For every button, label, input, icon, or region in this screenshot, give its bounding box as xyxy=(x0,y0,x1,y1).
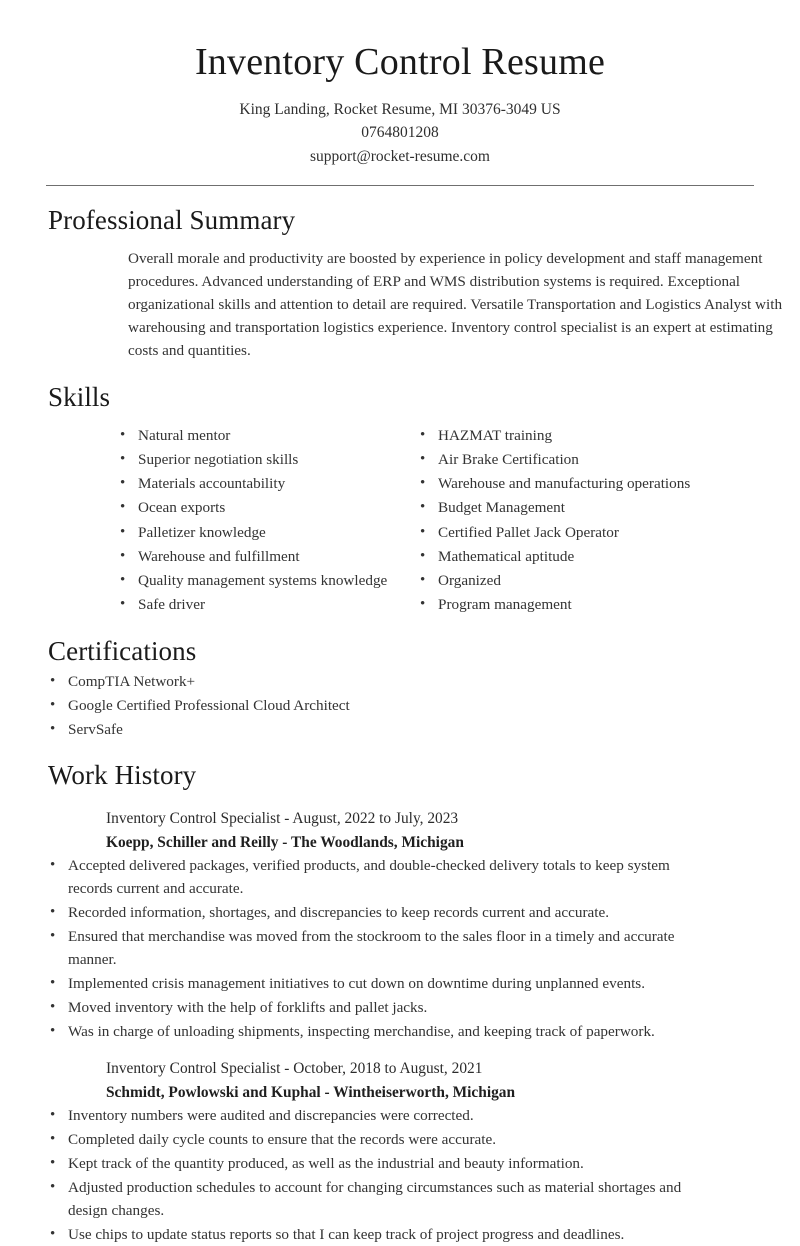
contact-address: King Landing, Rocket Resume, MI 30376-3049 US xyxy=(239,100,561,118)
list-item: • Palletizer knowledge xyxy=(116,521,400,544)
section-heading-work-history: Work History xyxy=(48,759,197,790)
contact-block xyxy=(46,98,754,169)
list-item: • Adjusted production schedules to account for changing circumstances such as material shortages and design changes. xyxy=(46,1176,714,1222)
skills-columns xyxy=(46,424,754,617)
job-title: Inventory Control Specialist - August, 2022 to July, 2023 xyxy=(106,810,459,828)
list-item: • Use chips to update status reports so that I can keep track of project progress and deadlines. xyxy=(46,1223,714,1246)
list-item: • Accepted delivered packages, verified products, and double-checked delivery totals to keep system records current and accurate. xyxy=(46,854,714,900)
list-item: • Air Brake Certification xyxy=(416,448,754,471)
work-history-entry xyxy=(46,807,754,1043)
list-item: • Certified Pallet Jack Operator xyxy=(416,521,754,544)
list-item: • HAZMAT training xyxy=(416,424,754,447)
certifications-list xyxy=(46,670,754,741)
skills-column-right xyxy=(400,424,754,617)
list-item: • Was in charge of unloading shipments, inspecting merchandise, and keeping track of paperwork. xyxy=(46,1020,714,1043)
list-item: • Warehouse and fulfillment xyxy=(116,545,400,568)
list-item: • Materials accountability xyxy=(116,472,400,495)
section-heading-certifications: Certifications xyxy=(48,635,197,666)
list-item: • Safe driver xyxy=(116,593,400,616)
list-item: • Program management xyxy=(416,593,754,616)
job-title: Inventory Control Specialist - October, 2018 to August, 2021 xyxy=(106,1060,483,1078)
list-item: • Superior negotiation skills xyxy=(116,448,400,471)
summary-paragraph: Overall morale and productivity are boosted by experience in policy development and staff management procedures. Advanced understanding of ERP and WMS distribution systems is required. Exceptional organizational skills and attention to detail are required. Versatile Transportation and Logistics Analyst with warehousing and transportation logistics experience. Inventory control specialist is an expert at estimating costs and quantities. xyxy=(128,250,783,360)
section-heading-skills: Skills xyxy=(48,381,111,412)
list-item: • Kept track of the quantity produced, as well as the industrial and beauty information. xyxy=(46,1152,714,1175)
list-item: • CompTIA Network+ xyxy=(46,670,754,693)
list-item: • Implemented crisis management initiatives to cut down on downtime during unplanned events. xyxy=(46,972,714,995)
list-item: • Moved inventory with the help of forklifts and pallet jacks. xyxy=(46,996,714,1019)
job-responsibilities-list xyxy=(46,854,714,1044)
list-item: • Google Certified Professional Cloud Architect xyxy=(46,694,754,717)
job-company: Koepp, Schiller and Reilly - The Woodlands, Michigan xyxy=(106,833,464,851)
section-certifications xyxy=(46,634,754,741)
header-divider xyxy=(46,185,754,186)
page-title: Inventory Control Resume xyxy=(194,41,606,83)
contact-phone: 0764801208 xyxy=(361,124,439,142)
list-item: • ServSafe xyxy=(46,718,754,741)
list-item: • Ensured that merchandise was moved from the stockroom to the sales floor in a timely and accurate manner. xyxy=(46,925,714,971)
section-work-history xyxy=(46,758,754,1246)
list-item: • Warehouse and manufacturing operations xyxy=(416,472,754,495)
list-item: • Inventory numbers were audited and discrepancies were corrected. xyxy=(46,1104,714,1127)
section-professional-summary xyxy=(46,203,783,362)
job-responsibilities-list xyxy=(46,1104,714,1246)
contact-email: support@rocket-resume.com xyxy=(310,147,490,165)
section-skills xyxy=(46,380,754,617)
work-history-entry xyxy=(46,1057,754,1246)
list-item: • Mathematical aptitude xyxy=(416,545,754,568)
list-item: • Quality management systems knowledge xyxy=(116,569,400,592)
list-item: • Recorded information, shortages, and discrepancies to keep records current and accurate. xyxy=(46,901,714,924)
skills-list-left xyxy=(116,424,400,616)
list-item: • Organized xyxy=(416,569,754,592)
list-item: • Budget Management xyxy=(416,496,754,519)
skills-list-right xyxy=(416,424,754,616)
section-heading-summary: Professional Summary xyxy=(48,205,296,236)
skills-column-left xyxy=(46,424,400,617)
list-item: • Ocean exports xyxy=(116,496,400,519)
list-item: • Completed daily cycle counts to ensure that the records were accurate. xyxy=(46,1128,714,1151)
list-item: • Natural mentor xyxy=(116,424,400,447)
job-company: Schmidt, Powlowski and Kuphal - Wintheiserworth, Michigan xyxy=(106,1083,516,1101)
